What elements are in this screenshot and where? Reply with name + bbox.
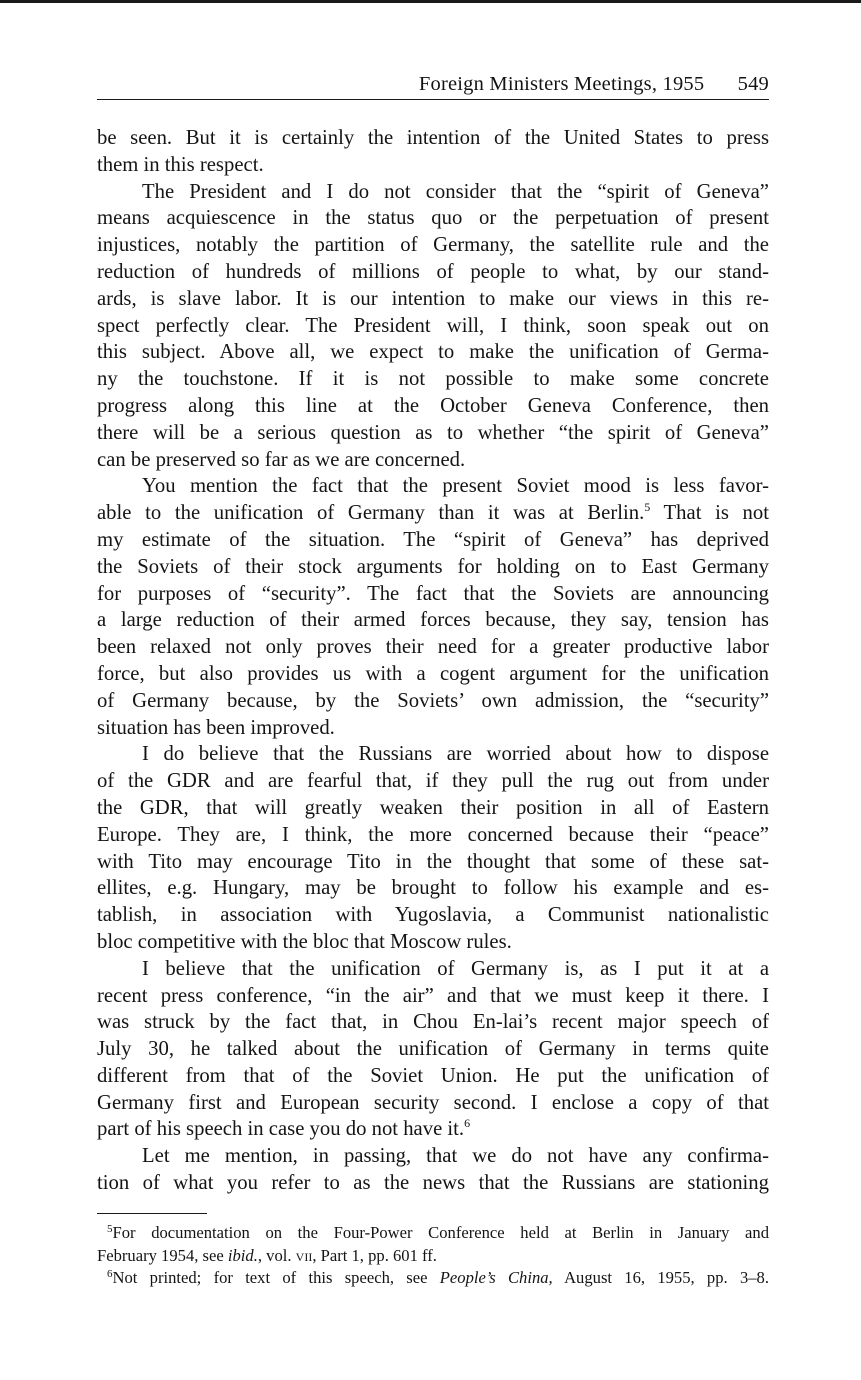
footnote-5 bbox=[97, 1222, 769, 1245]
footnote-5-marker: 5 bbox=[107, 1223, 113, 1235]
footnote-5-volume: vii bbox=[295, 1245, 313, 1265]
body-line: ellites, e.g. Hungary, may be brought to follow his example and es- bbox=[97, 877, 769, 900]
body-line: situation has been improved. bbox=[97, 716, 335, 739]
body-line: The President and I do not consider that the “spirit of Geneva” bbox=[142, 180, 769, 203]
page-top-edge bbox=[0, 0, 861, 3]
body-line-with-footnote-ref bbox=[97, 500, 769, 527]
footnote-5-continued bbox=[97, 1245, 769, 1268]
body-line: different from that of the Soviet Union. He put the unification of bbox=[97, 1064, 769, 1087]
body-line-text: part of his speech in case you do not have it. bbox=[97, 1118, 465, 1141]
body-line: of Germany because, by the Soviets’ own admission, the “security” bbox=[97, 689, 769, 712]
footnote-6-text: Not printed; for text of this speech, see bbox=[112, 1268, 440, 1287]
footnote-ref-5: 5 bbox=[644, 500, 651, 515]
footnote-5-text: , Part 1, pp. 601 ff. bbox=[312, 1245, 437, 1265]
body-text bbox=[97, 125, 769, 1197]
body-line: the Soviets of their stock arguments for holding on to East Germany bbox=[97, 555, 769, 578]
body-line: July 30, he talked about the unification of Germany in terms quite bbox=[97, 1038, 769, 1061]
body-line: reduction of hundreds of millions of people to what, by our stand- bbox=[97, 260, 769, 283]
body-line: bloc competitive with the bloc that Moscow rules. bbox=[97, 930, 512, 953]
footnote-5-text: For documentation on the Four-Power Conference held at Berlin in January and bbox=[112, 1223, 769, 1242]
footnote-divider bbox=[97, 1213, 207, 1214]
body-line: can be preserved so far as we are concerned. bbox=[97, 448, 466, 471]
body-line: of the GDR and are fearful that, if they pull the rug out from under bbox=[97, 770, 769, 793]
body-line: Let me mention, in passing, that we do not have any confirma- bbox=[142, 1145, 769, 1168]
footnotes bbox=[97, 1222, 769, 1290]
body-line-with-footnote-ref bbox=[97, 1116, 769, 1143]
header-title: Foreign Ministers Meetings, 1955 bbox=[418, 73, 705, 95]
body-line: there will be a serious question as to whether “the spirit of Geneva” bbox=[97, 421, 769, 444]
body-line: this subject. Above all, we expect to make the unification of Germa- bbox=[97, 341, 769, 364]
footnote-5-ibid: ibid. bbox=[227, 1245, 258, 1265]
body-line: Germany first and European security second. I enclose a copy of that bbox=[97, 1091, 769, 1114]
body-line: them in this respect. bbox=[97, 153, 264, 176]
body-line: I believe that the unification of Germany is, as I put it at a bbox=[142, 957, 769, 980]
page-number: 549 bbox=[737, 73, 769, 95]
body-line: Europe. They are, I think, the more concerned because their “peace” bbox=[97, 823, 769, 846]
body-line: for purposes of “security”. The fact that the Soviets are announcing bbox=[97, 582, 769, 605]
footnote-6-journal: People’s China, bbox=[439, 1268, 553, 1287]
body-line-text: able to the unification of Germany than it was at Berlin. bbox=[97, 502, 645, 525]
body-line: ny the touchstone. If it is not possible to make some concrete bbox=[97, 368, 769, 391]
body-line: progress along this line at the October Geneva Conference, then bbox=[97, 394, 769, 417]
footnote-6-text: August 16, 1955, pp. 3–8. bbox=[552, 1268, 770, 1287]
footnote-5-text: February 1954, see bbox=[97, 1245, 228, 1265]
body-line: a large reduction of their armed forces because, they say, tension has bbox=[97, 609, 769, 632]
body-line: recent press conference, “in the air” and that we must keep it there. I bbox=[97, 984, 769, 1007]
body-line: my estimate of the situation. The “spirit of Geneva” has deprived bbox=[97, 528, 769, 551]
body-line: tion of what you refer to as the news that the Russians are stationing bbox=[97, 1172, 769, 1195]
body-line: the GDR, that will greatly weaken their position in all of Eastern bbox=[97, 796, 769, 819]
footnote-ref-6: 6 bbox=[464, 1116, 471, 1131]
footnote-6-marker: 6 bbox=[107, 1268, 113, 1280]
footnote-6 bbox=[97, 1267, 769, 1290]
body-line: ards, is slave labor. It is our intention to make our views in this re- bbox=[97, 287, 769, 310]
body-line: tablish, in association with Yugoslavia, a Communist nationalistic bbox=[97, 904, 769, 927]
body-line: I do believe that the Russians are worried about how to dispose bbox=[142, 743, 769, 766]
body-line: been relaxed not only proves their need for a greater productive labor bbox=[97, 636, 769, 659]
body-line: force, but also provides us with a cogent argument for the unification bbox=[97, 662, 769, 685]
body-line: be seen. But it is certainly the intention of the United States to press bbox=[97, 127, 769, 149]
body-line: was struck by the fact that, in Chou En-lai’s recent major speech of bbox=[97, 1011, 769, 1034]
running-header bbox=[97, 71, 769, 100]
body-line: means acquiescence in the status quo or the perpetuation of present bbox=[97, 207, 769, 230]
body-line: spect perfectly clear. The President will, I think, soon speak out on bbox=[97, 314, 769, 337]
body-line: You mention the fact that the present Soviet mood is less favor- bbox=[142, 475, 769, 498]
body-line: with Tito may encourage Tito in the thought that some of these sat- bbox=[97, 850, 769, 873]
body-line: injustices, notably the partition of Germany, the satellite rule and the bbox=[97, 234, 769, 257]
footnote-5-text: , vol. bbox=[257, 1245, 296, 1265]
body-line-text: That is not bbox=[650, 502, 769, 525]
